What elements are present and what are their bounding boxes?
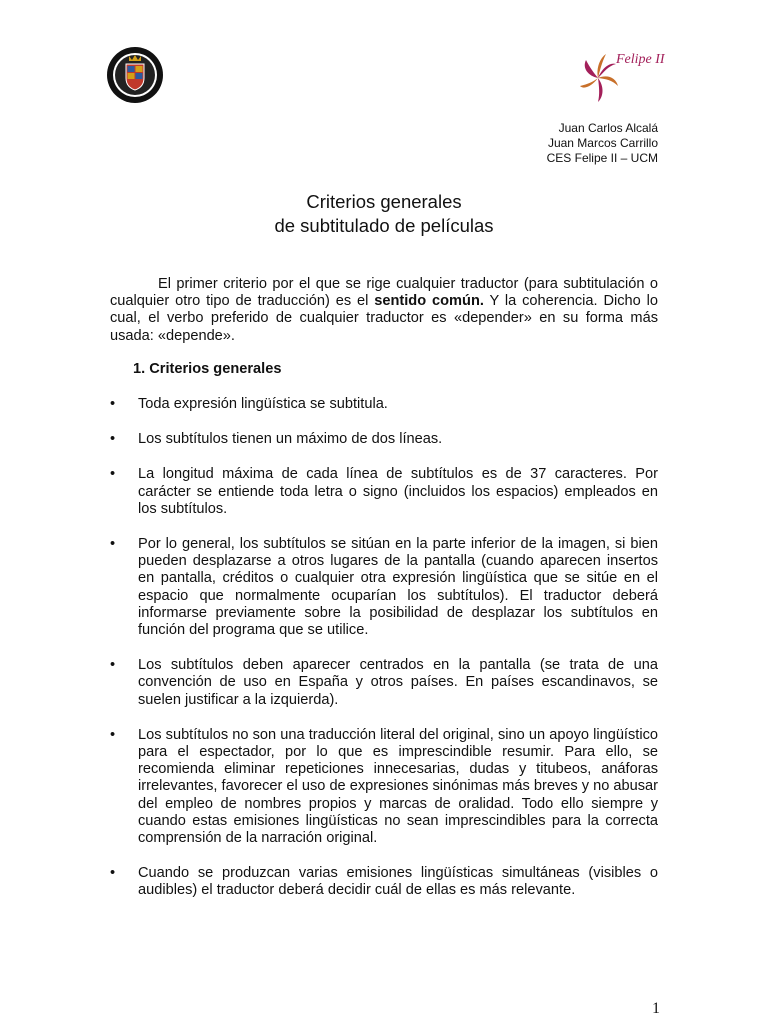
bullet-icon: • bbox=[110, 431, 116, 448]
university-crest-logo bbox=[106, 44, 164, 106]
list-item-text: Los subtítulos no son una traducción literal del original, sino un apoyo lingüístico para el espectador, por lo que es imprescindible resumir. Para ello, se recomienda eliminar repeticiones innecesarias, dudas y titubeos, anáforas irrelevantes, favorecer el uso de expresiones sinónimas más breves y no abusar del empleo de nombres propios y marcas de oralidad. Todo ello siempre y cuando estas emisiones lingüísticas no sean imprescindibles para la correcta comprensión de la narración original. bbox=[138, 726, 658, 847]
list-item-text: Los subtítulos deben aparecer centrados en la pantalla (se trata de una convención de uso en España y otros países. En países escandinavos, se suelen justificar a la izquierda). bbox=[138, 657, 658, 708]
bullet-icon: • bbox=[110, 466, 116, 483]
list-item bbox=[110, 466, 658, 518]
bullet-icon: • bbox=[110, 657, 116, 674]
list-item bbox=[110, 396, 658, 413]
title-line-2: de subtitulado de películas bbox=[274, 215, 494, 236]
list-item bbox=[110, 727, 658, 847]
intro-bold-phrase: sentido común. bbox=[374, 293, 484, 310]
list-item-text: Toda expresión lingüística se subtitula. bbox=[138, 396, 388, 412]
author-block bbox=[547, 121, 658, 166]
intro-text-start: El primer criterio por el que se rige cualquier traductor (para subtitulación o cualquier otro tipo de traducción) es el bbox=[110, 276, 658, 310]
felipe-ii-logo-text: Felipe II bbox=[616, 52, 665, 67]
author-line: Juan Carlos Alcalá bbox=[558, 121, 658, 135]
list-item-text: Cuando se produzcan varias emisiones lingüísticas simultáneas (visibles o audibles) el traductor deberá decidir cuál de ellas es más relevante. bbox=[138, 865, 658, 899]
intro-text-end: Y la coherencia. Dicho lo cual, el verbo preferido de cualquier traductor es «depender» en su forma más usada: «depende». bbox=[110, 293, 658, 344]
title-line-1: Criterios generales bbox=[306, 191, 462, 212]
intro-paragraph bbox=[110, 276, 658, 345]
author-line: Juan Marcos Carrillo bbox=[547, 136, 658, 150]
list-item bbox=[110, 865, 658, 899]
affiliation-line: CES Felipe II – UCM bbox=[546, 151, 658, 165]
list-item bbox=[110, 431, 658, 448]
list-item bbox=[110, 657, 658, 709]
bullet-icon: • bbox=[110, 726, 116, 743]
section-heading: 1. Criterios generales bbox=[133, 361, 282, 377]
list-item-text: La longitud máxima de cada línea de subtítulos es de 37 caracteres. Por carácter se entiende toda letra o signo (incluidos los espacios) empleados en los subtítulos. bbox=[138, 466, 658, 517]
page-number: 1 bbox=[652, 1000, 660, 1017]
document-title bbox=[0, 190, 768, 238]
list-item-text: Por lo general, los subtítulos se sitúan en la parte inferior de la imagen, si bien pueden desplazarse a otros lugares de la pantalla (cuando aparecen insertos en pantalla, créditos o cualquier otra expresión lingüística que se sitúe en el espacio que normalmente ocuparían los subtítulos). El traductor deberá informarse previamente sobre la posibilidad de desplazar los subtítulos en función del programa que se utilice. bbox=[138, 536, 658, 639]
bullet-icon: • bbox=[110, 536, 116, 553]
bullet-icon: • bbox=[110, 865, 116, 882]
list-item bbox=[110, 536, 658, 639]
bullet-icon: • bbox=[110, 396, 116, 412]
criteria-list bbox=[110, 396, 658, 918]
list-item-text: Los subtítulos tienen un máximo de dos líneas. bbox=[138, 431, 443, 448]
felipe-ii-logo bbox=[580, 44, 665, 106]
